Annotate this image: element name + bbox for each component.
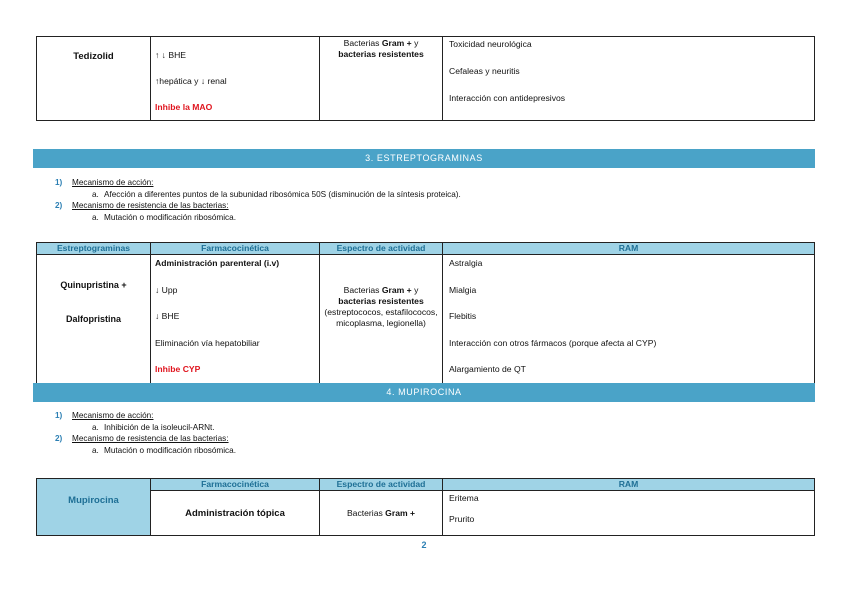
pk-warning: Inhibe CYP (155, 364, 201, 374)
estrepto-ram (443, 255, 815, 392)
tedizolid-ram (443, 37, 815, 121)
header-cell: Farmacocinética (151, 243, 320, 255)
ram-item: Interacción con antidepresivos (449, 93, 566, 103)
resistance-heading: Mecanismo de resistencia de las bacterias: (72, 434, 229, 443)
section-header-mupirocina: 4. MUPIROCINA (33, 383, 815, 402)
mechanism-heading: Mecanismo de acción: (72, 178, 154, 187)
ram-item: Flebitis (449, 311, 477, 321)
ram-item: Interacción con otros fármacos (porque afecta al CYP) (449, 337, 657, 348)
resistance-text: Mutación o modificación ribosómica. (104, 445, 236, 455)
drug-name: Mupirocina (37, 479, 151, 536)
tedizolid-table (36, 36, 815, 121)
resistance-text: Mutación o modificación ribosómica. (104, 212, 236, 222)
estreptograminas-table (36, 242, 815, 392)
resistance-heading: Mecanismo de resistencia de las bacterias: (72, 201, 229, 210)
header-cell: Espectro de actividad (320, 243, 443, 255)
tedizolid-name: Tedizolid (37, 37, 151, 121)
estrepto-pk: Administración parenteral (i.v) ↓ Upp ↓ BHE Eliminación vía hepatobiliar Inhibe CYP (151, 255, 320, 392)
header-cell: RAM (443, 243, 815, 255)
pk-line: ↑ ↓ BHE (155, 50, 187, 60)
pk-warning: Inhibe la MAO (155, 102, 213, 112)
ram-item: Prurito (449, 514, 475, 524)
mupirocina-spectrum: Bacterias Gram + (320, 491, 443, 536)
ram-item: Cefaleas y neuritis (449, 66, 520, 76)
estreptograminas-notes: 1) Mecanismo de acción: a. Afección a diferentes puntos de la subunidad ribosómica 50S (disminución de la síntesis proteica). 2) Mecanismo de resistencia de las bacterias: a. Mutación o modificación ribosómica. (55, 178, 461, 222)
header-cell: Espectro de actividad (320, 479, 443, 491)
drug-name: Quinupristina + Dalfopristina (37, 255, 151, 392)
section-header-estreptograminas: 3. ESTREPTOGRAMINAS (33, 149, 815, 168)
ram-item: Astralgia (449, 258, 483, 268)
mechanism-text: Inhibición de la isoleucil-ARNt. (104, 422, 215, 432)
ram-item: Alargamiento de QT (449, 364, 526, 374)
header-cell: Estreptograminas (37, 243, 151, 255)
mechanism-heading: Mecanismo de acción: (72, 411, 154, 420)
header-cell: Farmacocinética (151, 479, 320, 491)
mupirocina-pk: Administración tópica (151, 491, 320, 536)
ram-item: Mialgia (449, 284, 477, 295)
mechanism-text: Afección a diferentes puntos de la subunidad ribosómica 50S (disminución de la síntesis proteica). (104, 189, 461, 199)
mupirocina-ram (443, 491, 815, 536)
tedizolid-spectrum: Bacterias Gram + y bacterias resistentes (320, 37, 443, 121)
ram-item: Eritema (449, 493, 479, 503)
tedizolid-pk (151, 37, 320, 121)
header-cell: RAM (443, 479, 815, 491)
mupirocina-table (36, 478, 815, 536)
page-number: 2 (421, 540, 427, 550)
ram-item: Toxicidad neurológica (449, 39, 532, 49)
estrepto-spectrum: Bacterias Gram + y bacterias resistentes (estreptococos, estafilococos, micoplasma, legionella) (320, 255, 443, 392)
mupirocina-notes: 1) Mecanismo de acción: a. Inhibición de la isoleucil-ARNt. 2) Mecanismo de resistencia de las bacterias: a. Mutación o modificación ribosómica. (55, 411, 236, 455)
pk-line: ↑hepática y ↓ renal (155, 76, 227, 86)
